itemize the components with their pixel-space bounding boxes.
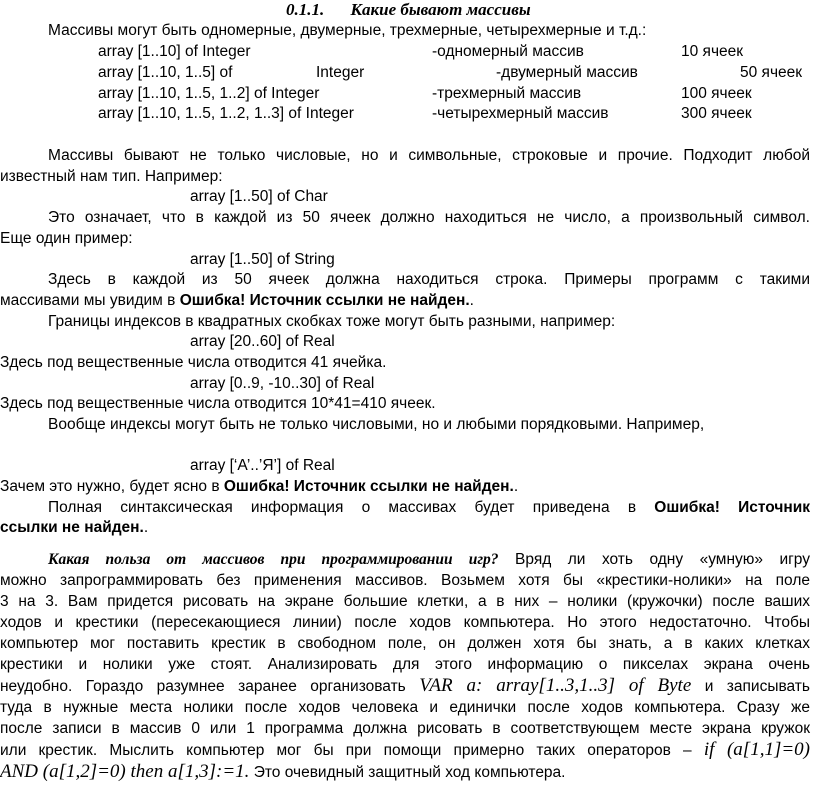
paragraph-bounds: Границы индексов в квадратных скобках тоже могут быть разными, например: [48, 313, 616, 330]
error-reference-part-2[interactable]: ссылки не найден. [0, 519, 144, 536]
paragraph-char-1: Это означает, что в каждой из 50 ячеек должно находиться не число, а произвольный символ. [48, 209, 810, 226]
section-number: 0.1.1. [286, 0, 325, 19]
paragraph-syntax-1 [48, 498, 810, 518]
paragraph-real-2: Здесь под вещественные числа отводится 10*41=410 ячеек. [0, 395, 436, 412]
paragraph-types-2: известный нам тип. Например: [0, 168, 223, 185]
array-decl-3: array [1..10, 1..5, 1..2] of Integer [98, 85, 320, 102]
paragraph-syntax-2 [0, 518, 148, 538]
games-line-8: туда в нужные места нолики после ходов человека и единички после ходов компьютера. Сразу же [0, 699, 810, 716]
array-decl-1: array [1..10] of Integer [98, 43, 251, 60]
array-cells-3: 100 ячеек [681, 85, 752, 102]
array-kind-1: -одномерный массив [432, 43, 584, 60]
games-line-6: крестики и нолики уже стоят. Анализировать для этого информацию о пикселах экрана очень [0, 656, 810, 673]
code-real-3: array [‘А’..’Я’] of Real [190, 457, 335, 474]
code-char: array [1..50] of Char [190, 188, 328, 205]
trailing-dot: . [469, 292, 474, 309]
error-reference-part-1[interactable]: Ошибка! Источник [654, 499, 810, 516]
array-cells-1: 10 ячеек [681, 43, 744, 60]
games-line-7-end: и записывать [691, 678, 810, 695]
array-kind-2: -двумерный массив [496, 64, 638, 81]
intro-line: Массивы могут быть одномерные, двумерные, трехмерные, четырехмерные и т.д.: [48, 22, 647, 39]
games-line-1 [48, 550, 810, 570]
code-real-2: array [0..9, -10..30] of Real [190, 375, 375, 392]
code-if-condition: if (a[1,1]=0) [703, 739, 810, 760]
trailing-dot: . [143, 519, 149, 536]
games-question: Какая польза от массивов при программировании игр? [48, 551, 499, 568]
paragraph-char-2: Еще один пример: [0, 230, 133, 247]
games-line-7-text: неудобно. Гораздо разумнее заранее организовать [0, 678, 420, 695]
array-decl-4: array [1..10, 1..5, 1..2, 1..3] of Integer [98, 105, 354, 122]
code-var-declaration: VAR a: array[1..3,1..3] of Byte [419, 675, 692, 696]
paragraph-ordinal: Вообще индексы могут быть не только числовыми, но и любыми порядковыми. Например, [48, 416, 705, 433]
error-reference[interactable]: Ошибка! Источник ссылки не найден. [223, 478, 514, 495]
paragraph-real-1: Здесь под вещественные числа отводится 41 ячейка. [0, 354, 387, 371]
array-kind-4: -четырехмерный массив [432, 105, 609, 122]
paragraph-why [0, 477, 518, 497]
error-reference[interactable]: Ошибка! Источник ссылки не найден. [179, 292, 470, 309]
paragraph-string-2 [0, 291, 474, 311]
code-real-1: array [20..60] of Real [190, 333, 335, 350]
trailing-dot: . [513, 478, 519, 495]
array-cells-4: 300 ячеек [681, 105, 752, 122]
games-line-11 [0, 762, 565, 783]
games-line-7 [0, 676, 810, 697]
array-cells-2: 50 ячеек [740, 64, 803, 81]
paragraph-types-1: Массивы бывают не только числовые, но и символьные, строковые и прочие. Подходит любой [48, 147, 810, 164]
games-line-2: можно запрограммировать без применения массивов. Возьмем хотя бы «крестики-нолики» на поле [0, 572, 810, 589]
paragraph-why-text: Зачем это нужно, будет ясно в [0, 478, 224, 495]
code-string: array [1..50] of String [190, 251, 335, 268]
array-kind-3: -трехмерный массив [432, 85, 582, 102]
games-line-3: 3 на 3. Вам придется рисовать на экране большие клетки, а в них – нолики (кружочки) после ваших [0, 593, 810, 610]
games-line-4: ходов и крестики (пересекающиеся линии) после ходов компьютера. Но этого недостаточно. Чтобы [0, 614, 810, 631]
section-heading [286, 0, 531, 20]
games-line-9: после записи в массив 0 или 1 программа должна рисовать в соответствующем месте экрана кружок [0, 720, 810, 737]
array-decl-2-type: Integer [316, 64, 365, 81]
games-line-11-text: Это очевидный защитный ход компьютера. [249, 764, 566, 781]
section-title: Какие бывают массивы [350, 0, 531, 19]
paragraph-string-1: Здесь в каждой из 50 ячеек должна находиться строка. Примеры программ с такими [48, 271, 810, 288]
games-line-10 [0, 740, 810, 761]
games-line-10-text: или крестик. Мыслить компьютер мог бы при помощи примерно таких операторов – [0, 742, 704, 759]
paragraph-string-2-text: массивами мы увидим в [0, 292, 180, 309]
array-decl-2: array [1..10, 1..5] of [98, 64, 233, 81]
paragraph-syntax-text: Полная синтаксическая информация о массивах будет приведена в [48, 499, 655, 516]
games-line-1-text: Вряд ли хоть одну «умную» игру [498, 551, 810, 568]
games-line-5: компьютер мог поставить крестик в свободном поле, он должен хотя бы знать, а в каких клетках [0, 635, 810, 652]
code-if-action: AND (a[1,2]=0) then a[1,3]:=1. [0, 761, 250, 782]
